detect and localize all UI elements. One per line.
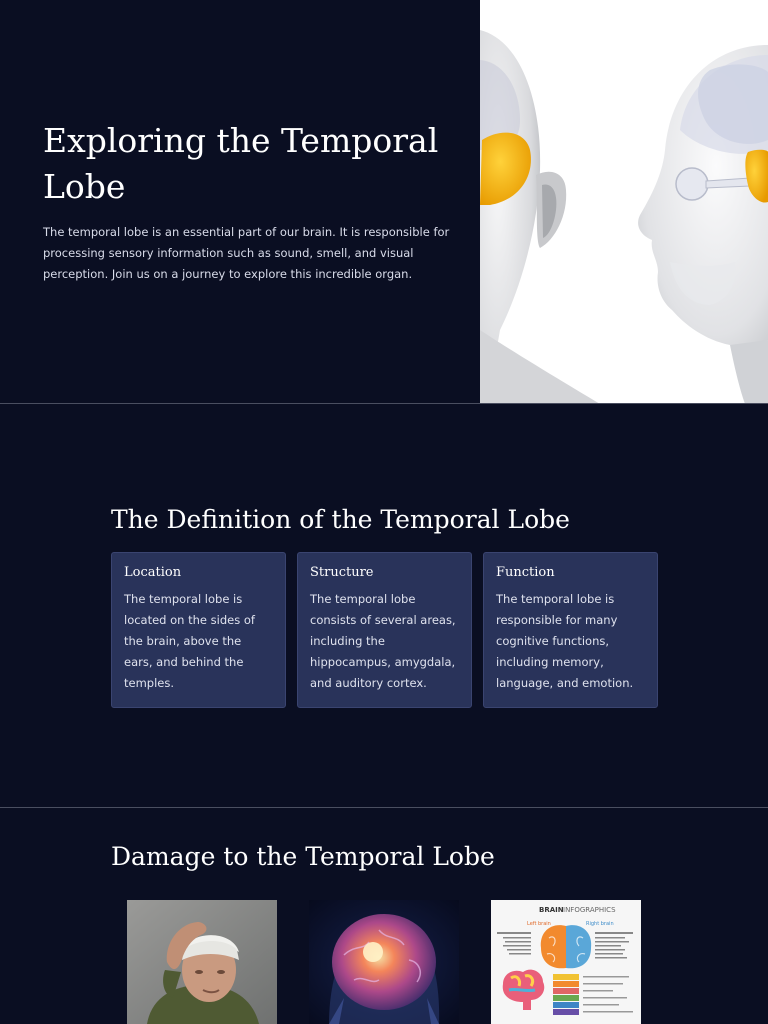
brain-infographic — [491, 900, 641, 1024]
card-text: The temporal lobe consists of several areas, including the hippocampus, amygdala, and auditory cortex. — [310, 592, 456, 690]
section-title: The Definition of the Temporal Lobe — [111, 505, 570, 534]
intro-slide — [0, 0, 768, 404]
hero-description: The temporal lobe is an essential part of our brain. It is responsible for processing sensory information such as sound, smell, and visual perception. Join us on a journey to explore this incredible organ. — [43, 225, 450, 281]
damage-slide — [0, 809, 768, 1024]
card-text: The temporal lobe is responsible for many cognitive functions, including memory, language, and emotion. — [496, 592, 634, 690]
location-card — [111, 552, 286, 708]
infographic-heading-light: INFOGRAPHICS — [563, 906, 616, 914]
card-text: The temporal lobe is located on the sides of the brain, above the ears, and behind the temples. — [124, 592, 255, 690]
infographic-left-label: Left brain — [527, 921, 551, 927]
card-title: Structure — [310, 565, 374, 580]
structure-card — [297, 552, 472, 708]
infographic-heading-bold: BRAIN — [539, 906, 564, 914]
card-title: Location — [124, 565, 182, 580]
function-card — [483, 552, 658, 708]
card-title: Function — [496, 565, 555, 580]
infographic-right-label: Right brain — [586, 921, 614, 927]
definition-slide — [0, 405, 768, 808]
bandaged-man-photo — [127, 900, 277, 1024]
glowing-brain-illustration — [309, 900, 459, 1024]
section-title: Damage to the Temporal Lobe — [111, 842, 495, 871]
anatomical-heads-image — [480, 0, 768, 404]
hero-title: Exploring the Temporal Lobe — [43, 121, 439, 206]
